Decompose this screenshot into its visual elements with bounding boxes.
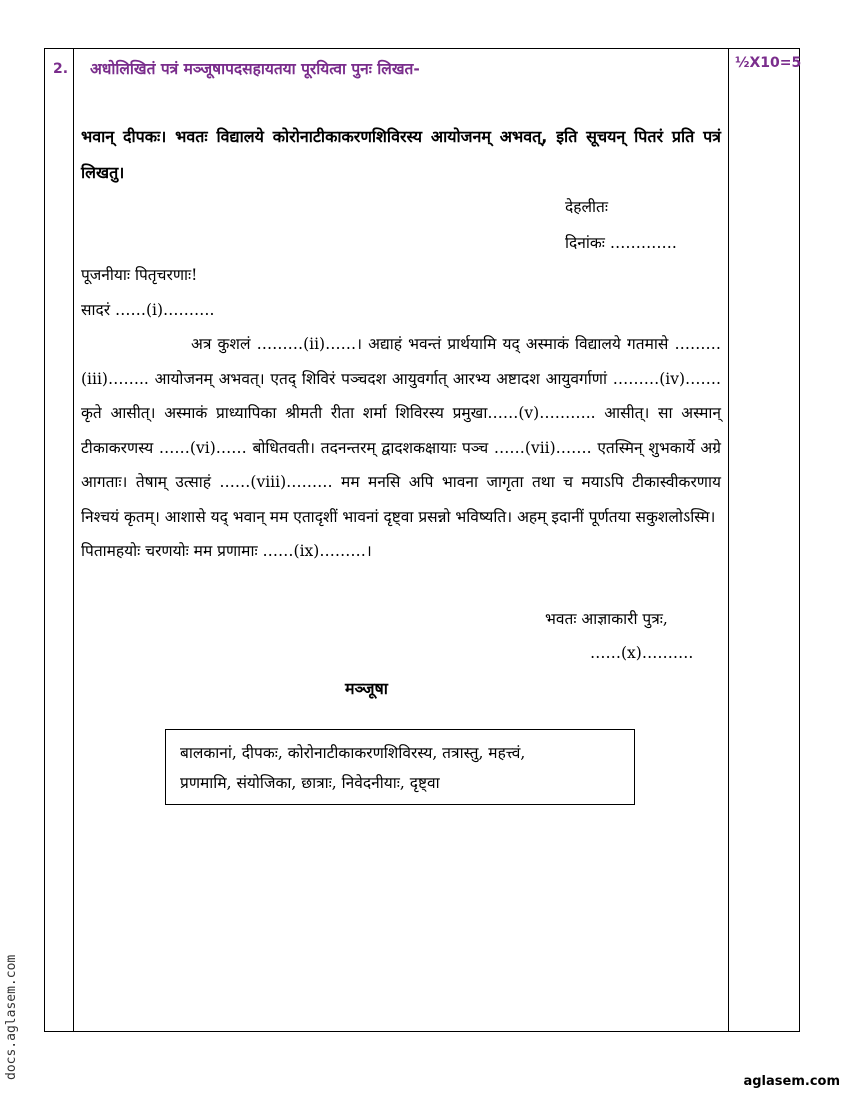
manjusha-heading: मञ्जूषा (345, 679, 388, 698)
body-line-6: ……(viii)……… मम मनसि अपि भावना जागृता तथा च मयाऽपि टीकास्वीकरणाय निश्चयं कृतम्। (81, 473, 721, 526)
question-prompt: भवान् दीपकः। भवतः विद्यालये कोरोनाटीकाकरणशिविरस्य आयोजनम् अभवत्, इति सूचयन् पितरं प्रति पत्रं लिखतु। (81, 127, 721, 182)
watermark-text: docs.aglasem.com (4, 954, 19, 1080)
letter-date: दिनांकः …………. (565, 234, 677, 252)
letter-place: देहलीतः (565, 198, 608, 216)
question-marks: ½X10=5 (735, 55, 802, 71)
site-name: aglasem.com (743, 1074, 840, 1089)
body-line-3: आयुवर्गाणां ………(iv)……. कृते आसीत्। अस्माकं प्राध्यापिका श्रीमती रीता शर्मा शिविरस्य (81, 369, 721, 422)
body-line-8: पितामहयोः चरणयोः मम प्रणामाः ……(ix)………। (81, 542, 372, 560)
body-line-7: आशासे यद् भवान् मम एतादृशीं भावनां दृष्ट्वा प्रसन्नो भविष्यति। अहम् इदानीं पूर्णतया सकुशलोऽस्मि। (164, 507, 716, 526)
question-frame (44, 48, 800, 1032)
manjusha-line-1: बालकानां, दीपकः, कोरोनाटीकाकरणशिविरस्य, तत्रास्तु, महत्त्वं, (180, 744, 526, 762)
manjusha-box (165, 729, 635, 805)
body-line-5: तदनन्तरम् द्वादशकक्षायाः पञ्च ……(vii)……. एतस्मिन् शुभकार्ये अग्रे आगताः। तेषाम् उत्साहं (81, 438, 722, 491)
letter-greeting: सादरं ……(i)………. (81, 301, 215, 319)
letter-body (81, 327, 721, 569)
body-line-2: गतमासे ………(iii)…….. आयोजनम् अभवत्। एतद् शिविरं पञ्चदश आयुवर्गात् आरभ्य अष्टादश (81, 335, 721, 388)
column-divider-left (73, 49, 74, 1031)
question-title: अधोलिखितं पत्रं मञ्जूषापदसहायतया पूरयित्वा पुनः लिखत- (90, 60, 420, 78)
letter-salutation: पूजनीयाः पितृचरणाः! (81, 266, 198, 284)
body-line-1: अत्र कुशलं ………(ii)……। अद्याहं भवन्तं प्रार्थयामि यद् अस्माकं विद्यालये (191, 335, 621, 353)
question-number: 2. (53, 61, 69, 77)
letter-signature: ……(x)………. (590, 644, 694, 662)
letter-closing: भवतः आज्ञाकारी पुत्रः, (545, 610, 668, 628)
column-divider-right (728, 49, 729, 1031)
manjusha-line-2: प्रणमामि, संयोजिका, छात्राः, निवेदनीयाः, दृष्ट्वा (180, 774, 440, 792)
body-line-4: प्रमुखा……(v)……….. आसीत्। सा अस्मान् टीकाकरणस्य ……(vi)…… बोधितवती। (81, 404, 721, 457)
